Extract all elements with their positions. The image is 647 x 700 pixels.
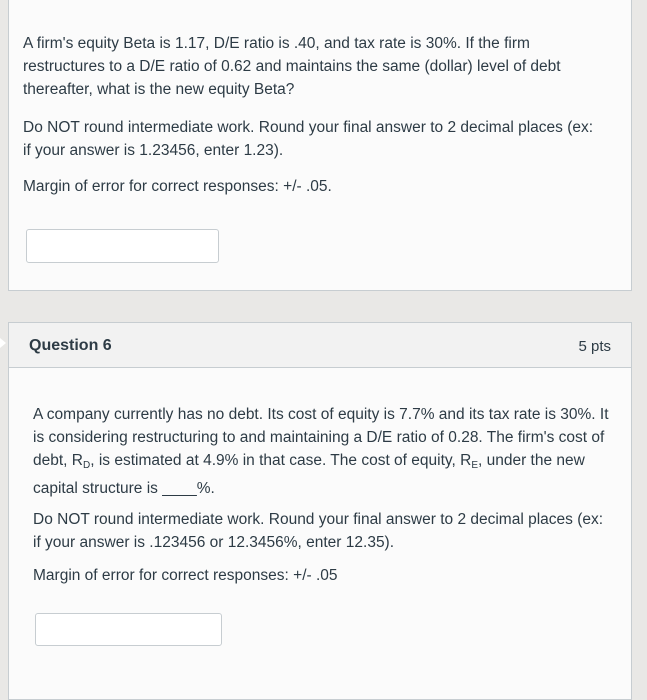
question-5-text (23, 32, 623, 101)
question-6-line (33, 449, 625, 477)
question-6-instr-line: if your answer is .123456 or 12.3456%, enter 12.35). (33, 534, 395, 551)
question-6-instructions (33, 508, 625, 554)
question-5-instr-line: Do NOT round intermediate work. Round your final answer to 2 decimal places (ex: (23, 119, 594, 136)
question-5-line: A firm's equity Beta is 1.17, D/E ratio is .40, and tax rate is 30%. If the firm (23, 35, 530, 52)
question-points: 5 pts (578, 338, 611, 355)
subscript: E (471, 460, 478, 471)
margin-of-error-text: Margin of error for correct responses: +/- .05. (23, 178, 332, 195)
question-5-margin (23, 175, 623, 198)
question-6-line: A company currently has no debt. Its cost of equity is 7.7% and its tax rate is 30%. It (33, 406, 609, 423)
question-6-margin (33, 564, 625, 587)
text-fragment: , under the new (477, 452, 585, 469)
question-pointer-icon (0, 338, 6, 348)
question-6-line: is considering restructuring to and maintaining a D/E ratio of 0.28. The firm's cost of (33, 429, 605, 446)
question-6-line: capital structure is ____%. (33, 480, 215, 497)
subscript: D (82, 460, 91, 471)
question-6-header (9, 323, 631, 368)
question-6-card (8, 322, 632, 700)
question-title: Question 6 (29, 337, 112, 354)
text-fragment: , is estimated at 4.9% in that case. The cost of equity, R (90, 452, 472, 469)
question-5-instr-line: if your answer is 1.23456, enter 1.23). (23, 142, 284, 159)
question-5-instructions (23, 116, 623, 162)
question-5-line: thereafter, what is the new equity Beta? (23, 81, 295, 98)
question-5-answer-input[interactable] (26, 229, 219, 263)
question-6-answer-input[interactable] (35, 613, 222, 646)
question-6-text (33, 403, 625, 500)
margin-of-error-text: Margin of error for correct responses: +/- .05 (33, 567, 338, 584)
question-5-card (8, 0, 632, 291)
question-5-line: restructures to a D/E ratio of 0.62 and maintains the same (dollar) level of debt (23, 58, 561, 75)
text-fragment: debt, R (33, 452, 83, 469)
question-6-instr-line: Do NOT round intermediate work. Round your final answer to 2 decimal places (ex: (33, 511, 604, 528)
